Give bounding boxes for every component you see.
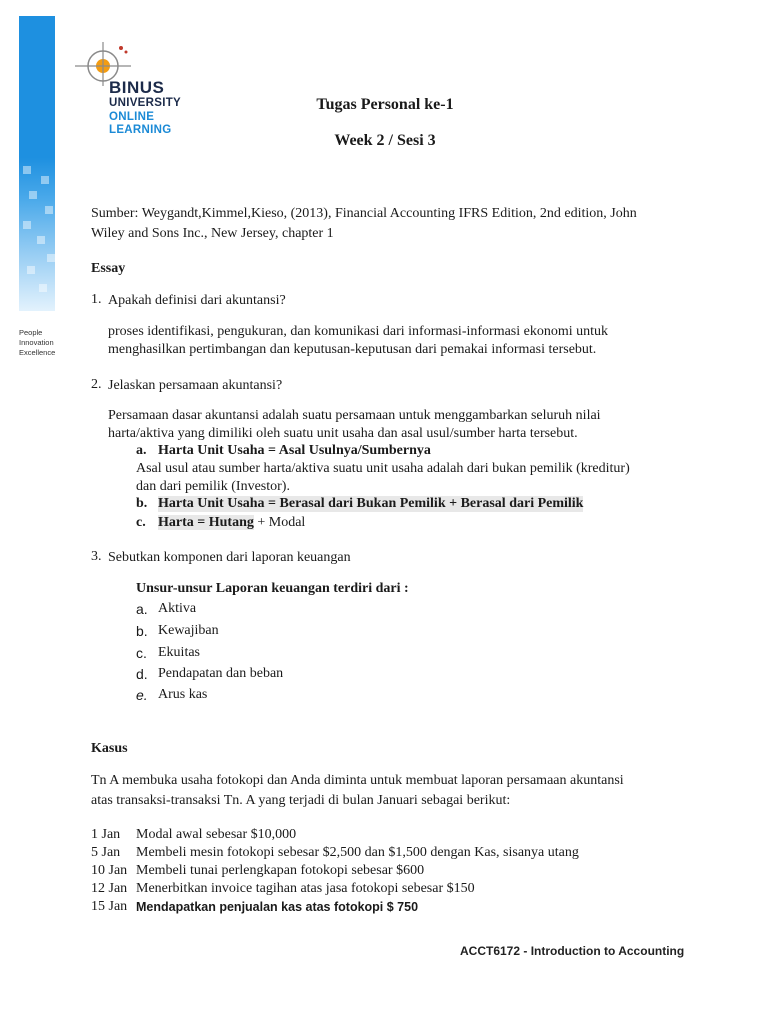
tagline-people: People <box>19 328 43 337</box>
q3-item-e-text: Arus kas <box>158 687 208 702</box>
q2-note-line-2: dan dari pemilik (Investor). <box>136 479 290 494</box>
page-title: Tugas Personal ke-1 <box>316 96 454 113</box>
q3-item-d-text: Pendapatan dan beban <box>158 666 284 681</box>
q3-item-c-letter: c. <box>136 645 147 661</box>
q3-item-a-text: Aktiva <box>158 601 197 616</box>
q1-question: Apakah definisi dari akuntansi? <box>108 293 286 308</box>
transaction-date: 10 Jan <box>91 863 128 878</box>
q2-answer-line-1: Persamaan dasar akuntansi adalah suatu persamaan untuk menggambarkan seluruh nilai <box>108 408 601 423</box>
q3-item-b-letter: b. <box>136 623 148 639</box>
transaction-date: 1 Jan <box>91 827 121 842</box>
course-footer: ACCT6172 - Introduction to Accounting <box>460 944 685 958</box>
page-subtitle: Week 2 / Sesi 3 <box>334 132 436 149</box>
q2-answer-line-2: harta/aktiva yang dimiliki oleh suatu unit usaha dan asal usul/sumber harta tersebut. <box>108 426 578 441</box>
transaction-desc: Membeli tunai perlengkapan fotokopi sebesar $600 <box>136 863 425 878</box>
q2-item-b-letter: b. <box>136 496 148 511</box>
kasus-intro-line-2: atas transaksi-transaksi Tn. A yang terjadi di bulan Januari sebagai berikut: <box>91 793 511 808</box>
essay-heading: Essay <box>91 261 126 276</box>
q2-question: Jelaskan persamaan akuntansi? <box>108 378 283 393</box>
transaction-desc: Menerbitkan invoice tagihan atas jasa fotokopi sebesar $150 <box>136 881 475 896</box>
q3-item-c-text: Ekuitas <box>158 645 200 660</box>
tagline <box>19 328 55 358</box>
q1-number: 1. <box>91 292 102 307</box>
transaction-date: 15 Jan <box>91 899 128 914</box>
q3-lead: Unsur-unsur Laporan keuangan terdiri dari : <box>136 581 409 596</box>
binus-logo <box>73 38 183 143</box>
logo-university: UNIVERSITY <box>109 97 182 109</box>
q2-item-b-text: Harta Unit Usaha = Berasal dari Bukan Pemilik + Berasal dari Pemilik <box>158 496 584 511</box>
transaction-date: 5 Jan <box>91 845 121 860</box>
kasus-heading: Kasus <box>91 741 128 756</box>
q2-item-c-rest: + Modal <box>253 515 306 530</box>
q3-item-e-letter: e. <box>136 687 148 703</box>
transaction-desc: Modal awal sebesar $10,000 <box>136 827 297 842</box>
q1-answer-line-2: menghasilkan pertimbangan dan keputusan-keputusan dari pemakai informasi tersebut. <box>108 342 597 357</box>
side-decoration-bar <box>19 16 55 311</box>
q3-item-d-letter: d. <box>136 666 148 682</box>
q2-item-c-bold: Harta = Hutang <box>158 515 254 530</box>
q2-item-a-letter: a. <box>136 443 147 458</box>
source-line-1: Sumber: Weygandt,Kimmel,Kieso, (2013), Financial Accounting IFRS Edition, 2nd edition, John <box>91 206 637 221</box>
q2-item-a-text: Harta Unit Usaha = Asal Usulnya/Sumbernya <box>158 443 431 458</box>
logo-binus: BINUS <box>109 78 165 97</box>
transaction-date: 12 Jan <box>91 881 128 896</box>
q2-item-c-letter: c. <box>136 515 146 530</box>
q3-question: Sebutkan komponen dari laporan keuangan <box>108 550 351 565</box>
q2-note-line-1: Asal usul atau sumber harta/aktiva suatu unit usaha adalah dari bukan pemilik (kreditur) <box>136 461 630 476</box>
q2-number: 2. <box>91 377 102 392</box>
kasus-intro-line-1: Tn A membuka usaha fotokopi dan Anda diminta untuk membuat laporan persamaan akuntansi <box>91 773 624 788</box>
source-line-2: Wiley and Sons Inc., New Jersey, chapter 1 <box>91 226 334 241</box>
transaction-desc: Mendapatkan penjualan kas atas fotokopi $ 750 <box>136 900 419 914</box>
q3-item-a-letter: a. <box>136 601 148 617</box>
logo-online: ONLINE <box>109 111 155 123</box>
q3-item-b-text: Kewajiban <box>158 623 219 638</box>
transaction-desc: Membeli mesin fotokopi sebesar $2,500 dan $1,500 dengan Kas, sisanya utang <box>136 845 579 860</box>
tagline-innovation: Innovation <box>19 338 54 347</box>
logo-online-learning <box>109 111 171 137</box>
q3-number: 3. <box>91 549 102 564</box>
q2-item-c <box>158 515 305 531</box>
q1-answer-line-1: proses identifikasi, pengukuran, dan komunikasi dari informasi-informasi ekonomi untuk <box>108 324 609 339</box>
tagline-excellence: Excellence <box>19 348 56 357</box>
logo-learning: LEARNING <box>109 124 172 136</box>
